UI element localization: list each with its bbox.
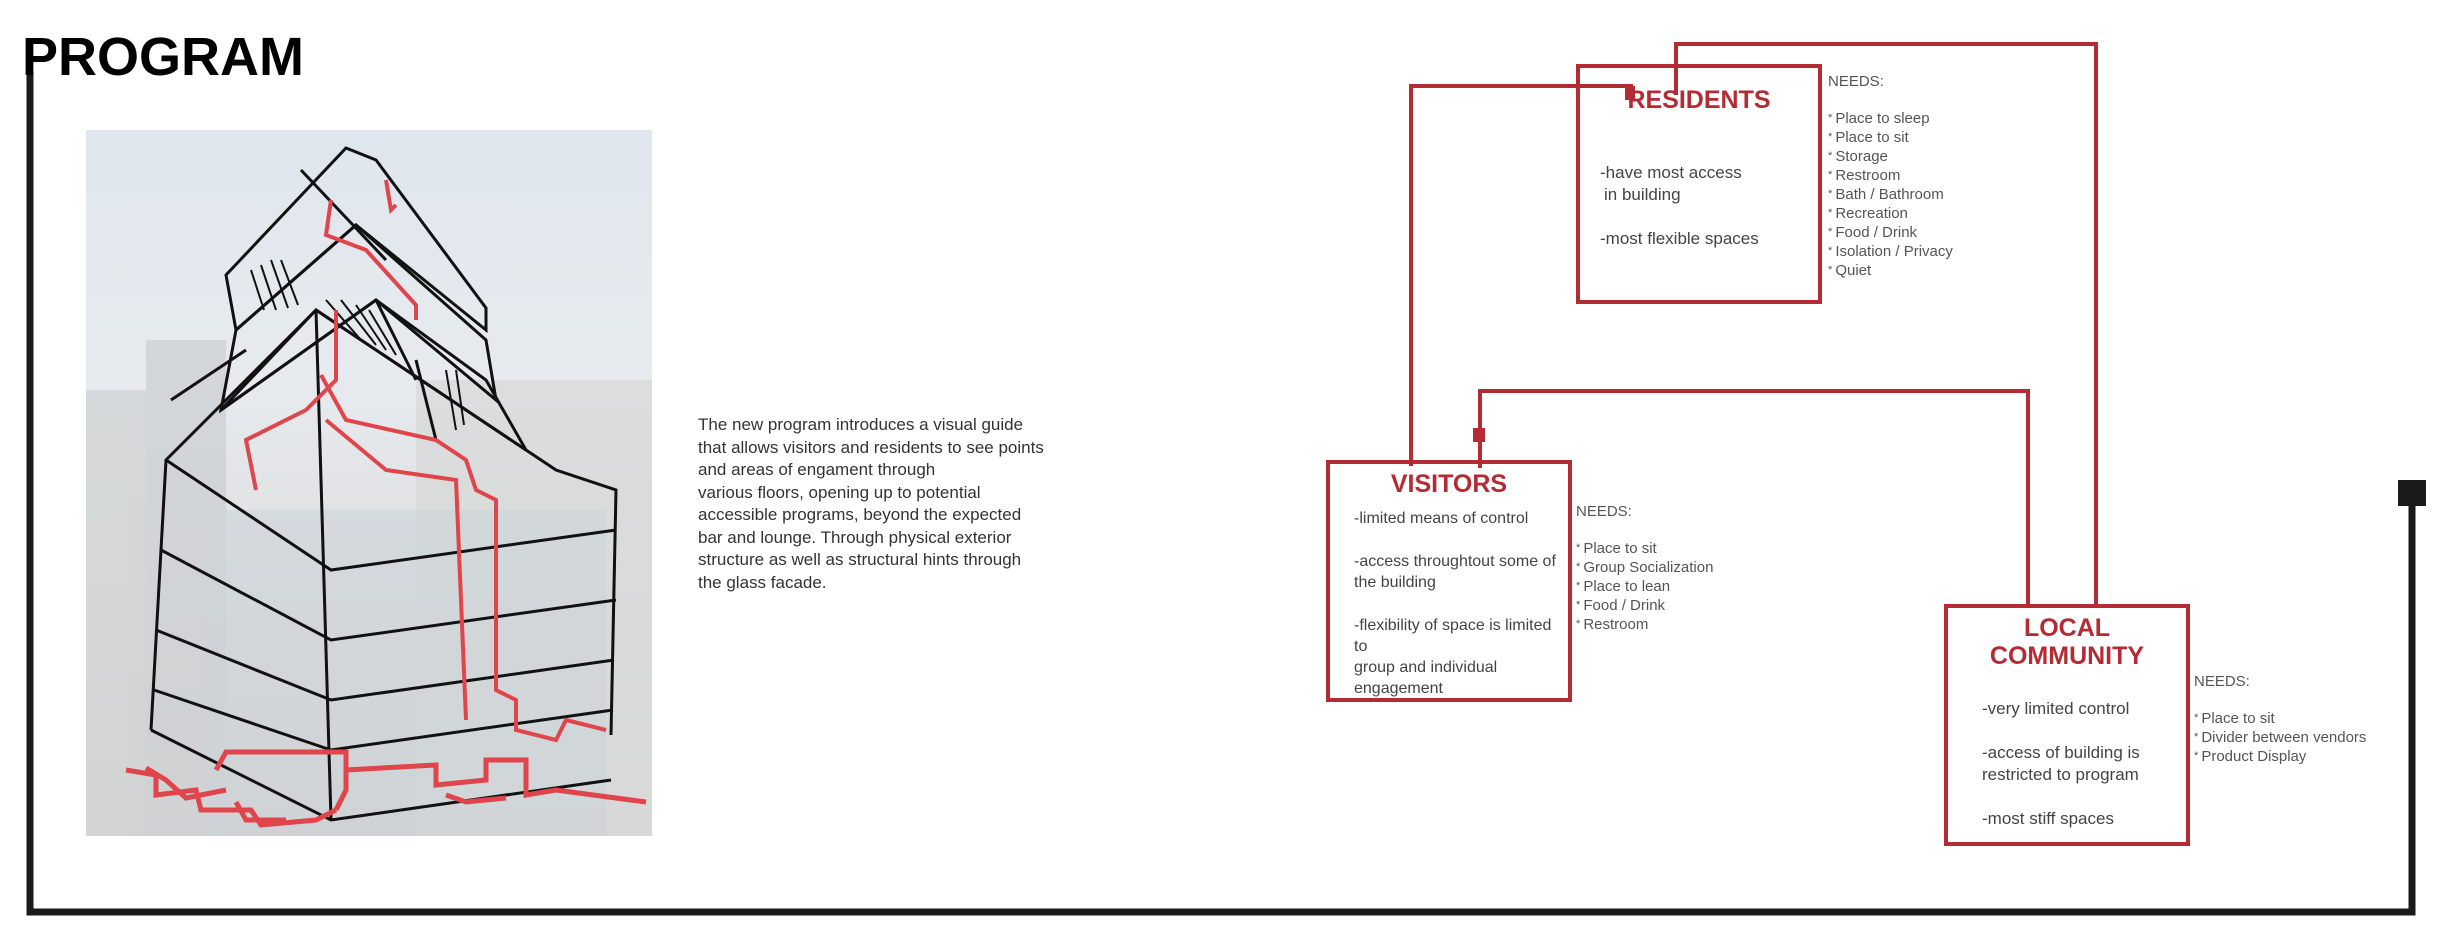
description-line: accessible programs, beyond the expected [698,505,1022,524]
residents-need-item: * Quiet [1828,261,1953,280]
community-text-line: restricted to program [1982,765,2139,784]
residents-needs-label: NEEDS: [1828,73,1884,90]
visitors-text-line: -limited means of control [1354,510,1529,527]
visitors-text-line: engagement [1354,680,1443,697]
visitors-text [1354,508,1568,699]
visitors-title: VISITORS [1390,470,1508,498]
residents-need-item: * Isolation / Privacy [1828,242,1953,261]
description-line: and areas of engament through [698,460,936,479]
residents-text-line: in building [1604,185,1681,204]
visitors-needs-label: NEEDS: [1576,503,1632,520]
residents-text [1600,162,1759,250]
visitors-text-line: the building [1354,574,1436,591]
community-text-line: -access of building is [1982,743,2140,762]
community-text-line: -very limited control [1982,699,2130,718]
description-line: that allows visitors and residents to see points [698,437,1044,457]
description-line: various floors, opening up to potential [698,482,981,502]
residents-text-gap [1600,206,1759,228]
residents-need-item: * Food / Drink [1828,223,1953,242]
program-description [698,414,1048,594]
community-need-item: * Place to sit [2194,709,2366,728]
building-illustration [86,130,652,836]
community-need-item: * Divider between vendors [2194,728,2366,747]
residents-box [1576,64,1822,304]
visitors-need-item: * Place to lean [1576,577,1713,596]
visitors-box [1326,460,1572,702]
description-line: The new program introduces a visual guide [698,415,1024,434]
residents-need-item: * Bath / Bathroom [1828,185,1953,204]
visitors-need-item: * Food / Drink [1576,596,1713,615]
community-need-item: * Product Display [2194,747,2366,766]
residents-need-item: * Place to sit [1828,128,1953,147]
visitors-need-item: * Place to sit [1576,539,1713,558]
residents-title: RESIDENTS [1627,86,1771,114]
community-title-line1: LOCAL [2023,614,2111,642]
visitors-text-gap [1354,529,1568,551]
community-text-line: -most stiff spaces [1982,809,2114,828]
description-line: the glass facade. [698,572,827,592]
residents-need-item: * Place to sleep [1828,109,1953,128]
visitors-need-item: * Group Socialization [1576,558,1713,577]
description-line: bar and lounge. Through physical exterior [698,527,1012,547]
community-text [1982,698,2140,830]
residents-text-line: -most flexible spaces [1600,229,1759,248]
residents-text-line: -have most access [1600,163,1742,182]
community-text-gap [1982,720,2140,742]
community-needs [2194,672,2366,766]
description-line: structure as well as structural hints through [698,550,1022,569]
residents-needs [1828,72,1953,280]
visitors-text-line: -access throughtout some of [1354,553,1556,570]
visitors-text-line: group and individual [1354,659,1498,676]
community-title-line2: COMMUNITY [1989,642,2145,670]
community-text-gap [1982,786,2140,808]
visitors-text-gap [1354,593,1568,615]
frame-end-marker [2398,480,2426,506]
page-title: PROGRAM [22,27,304,87]
community-needs-label: NEEDS: [2194,673,2250,690]
visitors-text-line: -flexibility of space is limited to [1354,617,1552,655]
visitors-need-item: * Restroom [1576,615,1713,634]
residents-need-item: * Storage [1828,147,1953,166]
visitors-needs [1576,502,1713,634]
community-box [1944,604,2190,846]
connector-node [1473,428,1485,442]
residents-need-item: * Recreation [1828,204,1953,223]
residents-need-item: * Restroom [1828,166,1953,185]
